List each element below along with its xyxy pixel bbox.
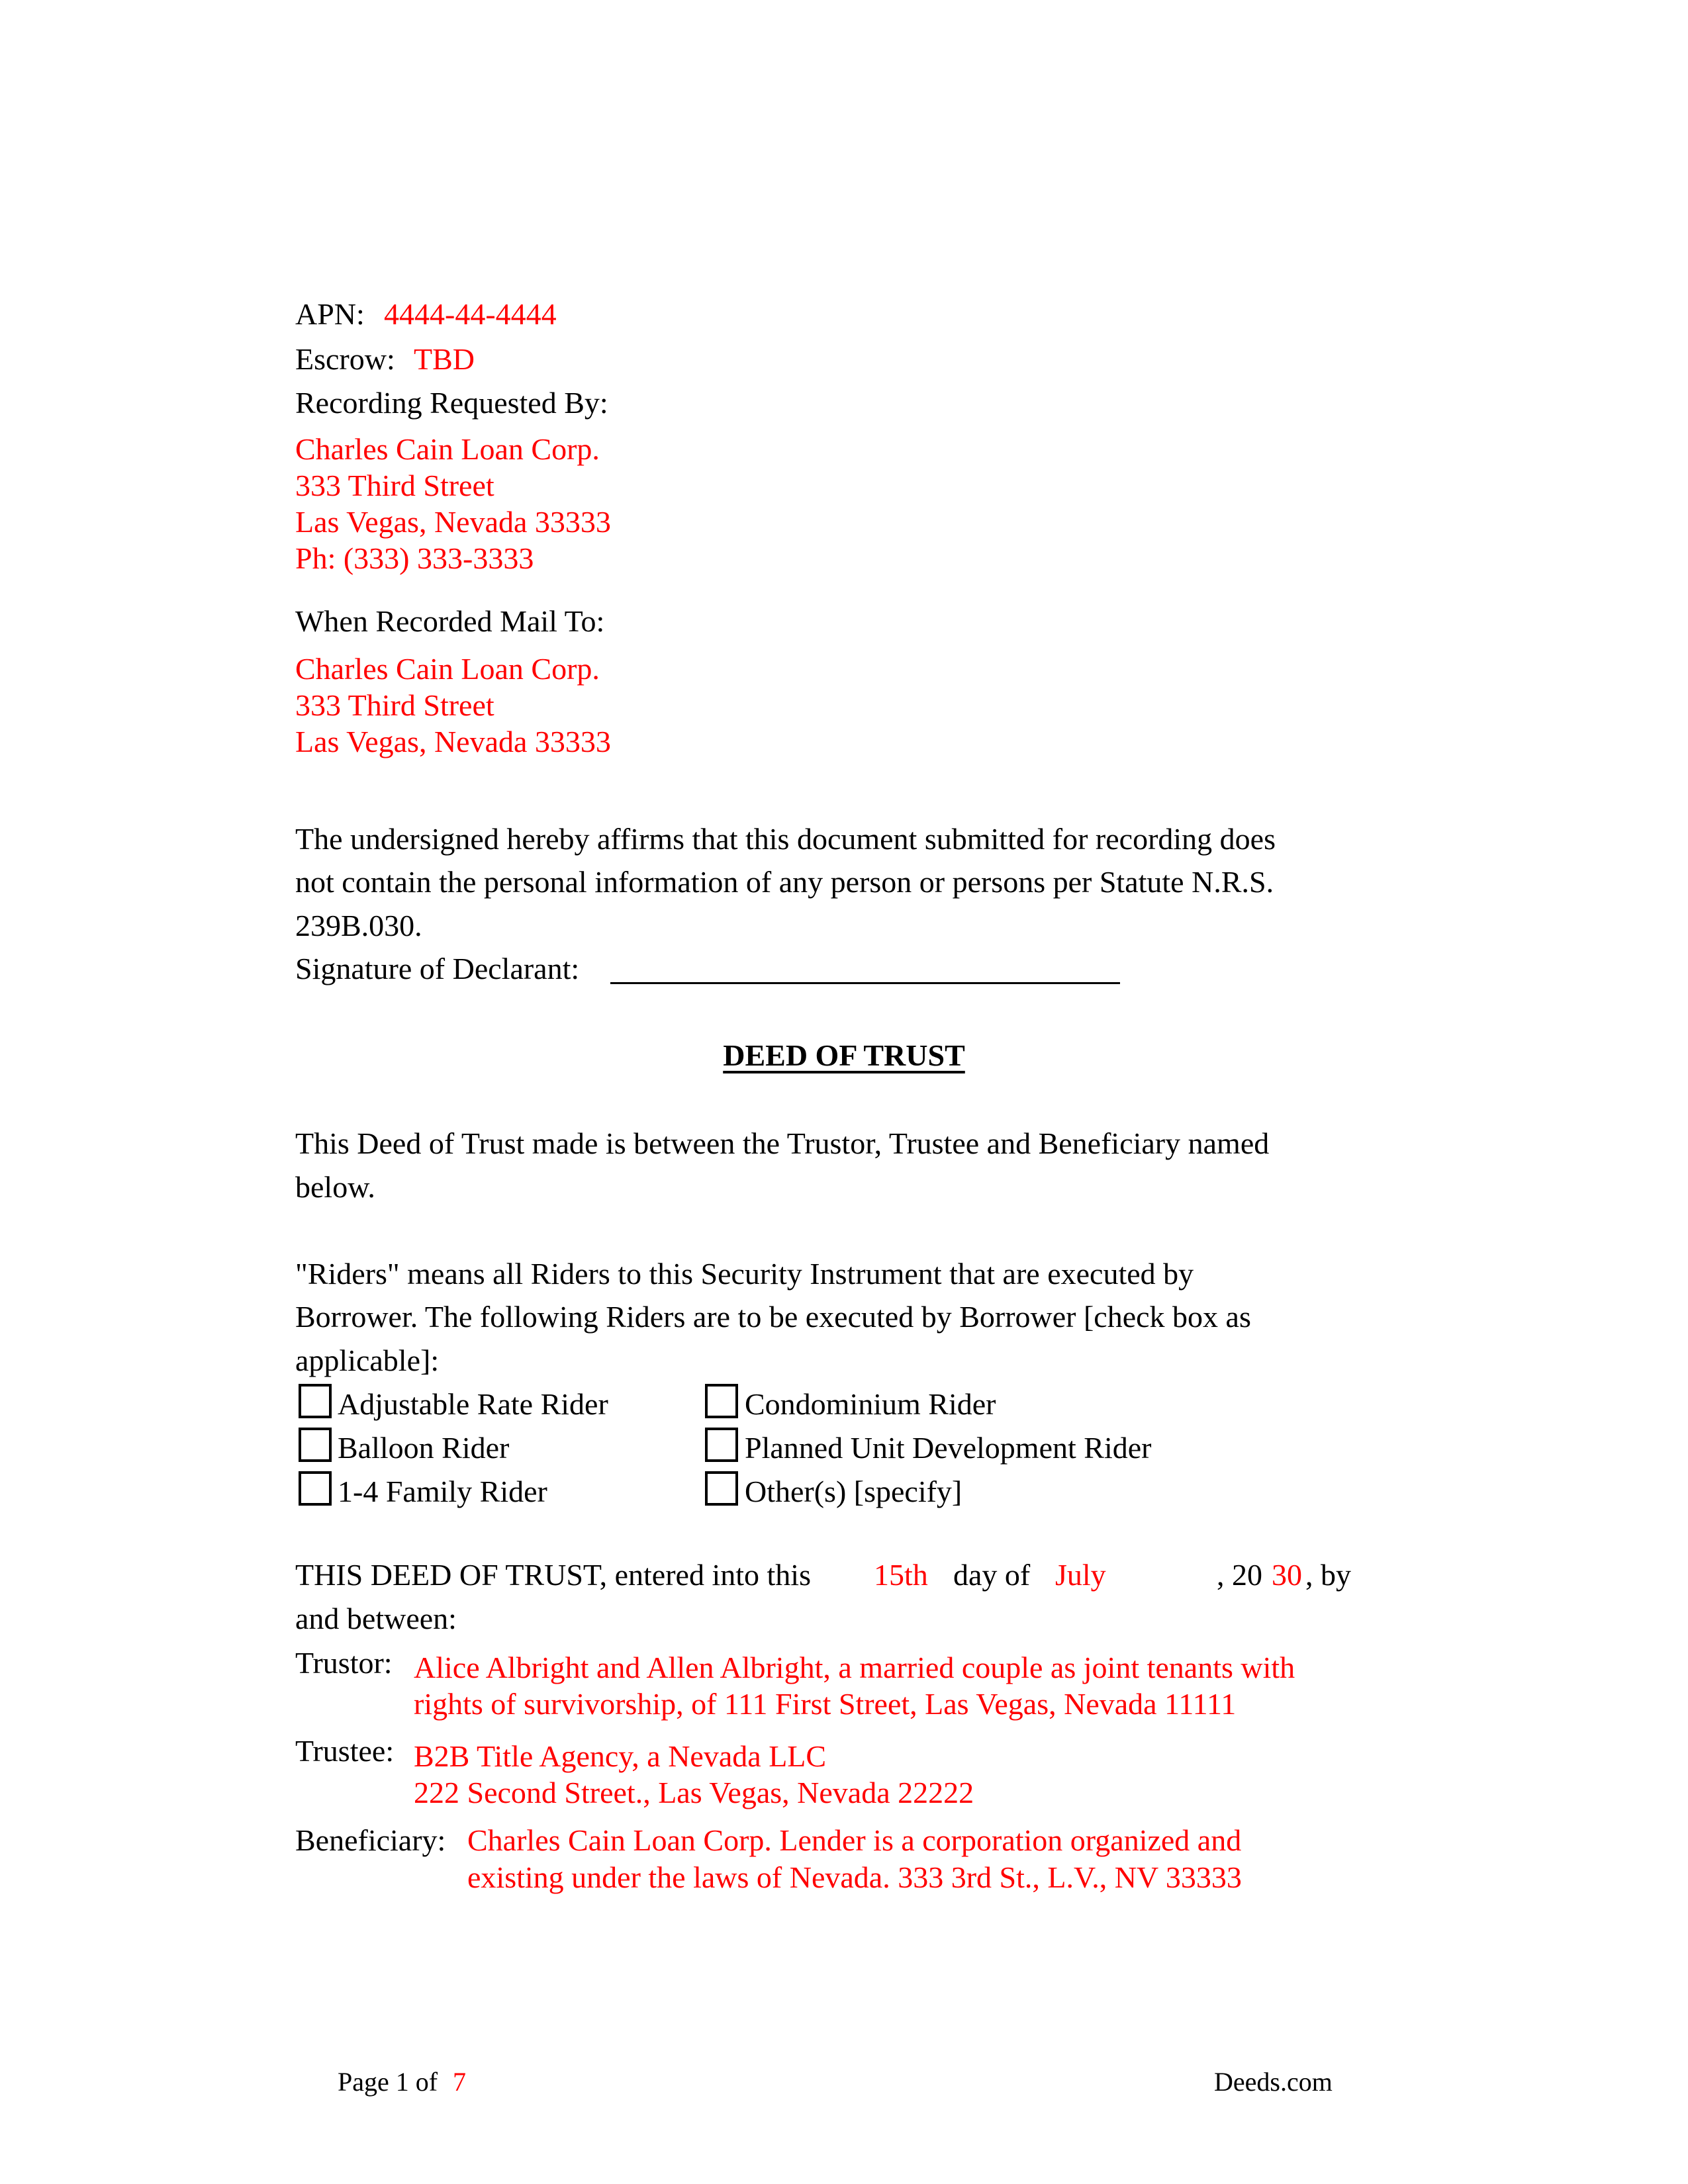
entered-by: , by bbox=[1305, 1558, 1351, 1592]
requested-by-name: Charles Cain Loan Corp. bbox=[295, 432, 600, 466]
signature-label: Signature of Declarant: bbox=[295, 952, 580, 985]
rider-label-family: 1-4 Family Rider bbox=[338, 1475, 547, 1508]
beneficiary-line-1: Charles Cain Loan Corp. Lender is a corporation organized and bbox=[467, 1823, 1242, 1857]
beneficiary-line-2: existing under the laws of Nevada. 333 3rd St., L.V., NV 33333 bbox=[467, 1860, 1242, 1894]
entered-month: July bbox=[1055, 1558, 1106, 1592]
checkbox-balloon-rider[interactable] bbox=[299, 1428, 332, 1462]
trustee-line-2: 222 Second Street., Las Vegas, Nevada 22222 bbox=[414, 1776, 974, 1809]
mail-to-label: When Recorded Mail To: bbox=[295, 604, 605, 638]
affirmation-line-1: The undersigned hereby affirms that this document submitted for recording does bbox=[295, 822, 1276, 856]
beneficiary-label: Beneficiary: bbox=[295, 1823, 446, 1857]
document-title: DEED OF TRUST bbox=[723, 1038, 965, 1072]
intro-line-1: This Deed of Trust made is between the Trustor, Trustee and Beneficiary named bbox=[295, 1126, 1270, 1160]
escrow-value: TBD bbox=[414, 342, 475, 376]
trustor-line-1: Alice Albright and Allen Albright, a married couple as joint tenants with bbox=[414, 1651, 1295, 1684]
page-number-label: Page 1 of bbox=[338, 2067, 438, 2097]
rider-label-balloon: Balloon Rider bbox=[338, 1431, 510, 1465]
intro-line-2: below. bbox=[295, 1170, 375, 1204]
requested-by-street: 333 Third Street bbox=[295, 469, 494, 502]
trustee-label: Trustee: bbox=[295, 1734, 395, 1768]
apn-value: 4444-44-4444 bbox=[384, 297, 557, 331]
affirmation-line-3: 239B.030. bbox=[295, 909, 422, 942]
rider-label-condominium: Condominium Rider bbox=[745, 1387, 996, 1421]
riders-line-1: "Riders" means all Riders to this Security Instrument that are executed by bbox=[295, 1257, 1194, 1291]
trustee-line-1: B2B Title Agency, a Nevada LLC bbox=[414, 1739, 827, 1773]
rider-label-other: Other(s) [specify] bbox=[745, 1475, 962, 1508]
recording-requested-label: Recording Requested By: bbox=[295, 386, 608, 420]
requested-by-phone: Ph: (333) 333-3333 bbox=[295, 541, 534, 575]
checkbox-other-rider[interactable] bbox=[705, 1471, 738, 1506]
affirmation-line-2: not contain the personal information of any person or persons per Statute N.R.S. bbox=[295, 865, 1274, 899]
entered-and-between: and between: bbox=[295, 1602, 457, 1635]
entered-prefix: THIS DEED OF TRUST, entered into this bbox=[295, 1558, 811, 1592]
requested-by-city: Las Vegas, Nevada 33333 bbox=[295, 505, 611, 539]
checkbox-condominium-rider[interactable] bbox=[705, 1384, 738, 1418]
mail-to-street: 333 Third Street bbox=[295, 688, 494, 722]
trustor-line-2: rights of survivorship, of 111 First Street, Las Vegas, Nevada 11111 bbox=[414, 1687, 1237, 1721]
entered-day: 15th bbox=[874, 1558, 928, 1592]
riders-line-2: Borrower. The following Riders are to be executed by Borrower [check box as bbox=[295, 1300, 1251, 1334]
riders-line-3: applicable]: bbox=[295, 1343, 440, 1377]
rider-label-planned-unit: Planned Unit Development Rider bbox=[745, 1431, 1152, 1465]
entered-year-prefix: , 20 bbox=[1217, 1558, 1262, 1592]
checkbox-family-rider[interactable] bbox=[299, 1471, 332, 1506]
escrow-label: Escrow: bbox=[295, 342, 395, 376]
checkbox-adjustable-rate-rider[interactable] bbox=[299, 1384, 332, 1418]
mail-to-name: Charles Cain Loan Corp. bbox=[295, 652, 600, 686]
entered-day-of: day of bbox=[953, 1558, 1031, 1592]
page-total: 7 bbox=[453, 2067, 466, 2097]
rider-label-adjustable-rate: Adjustable Rate Rider bbox=[338, 1387, 608, 1421]
mail-to-city: Las Vegas, Nevada 33333 bbox=[295, 725, 611, 758]
apn-label: APN: bbox=[295, 297, 365, 331]
checkbox-planned-unit-rider[interactable] bbox=[705, 1428, 738, 1462]
footer-site: Deeds.com bbox=[1214, 2067, 1333, 2097]
signature-line[interactable] bbox=[610, 982, 1120, 984]
entered-year-suffix: 30 bbox=[1272, 1558, 1302, 1592]
trustor-label: Trustor: bbox=[295, 1646, 393, 1680]
